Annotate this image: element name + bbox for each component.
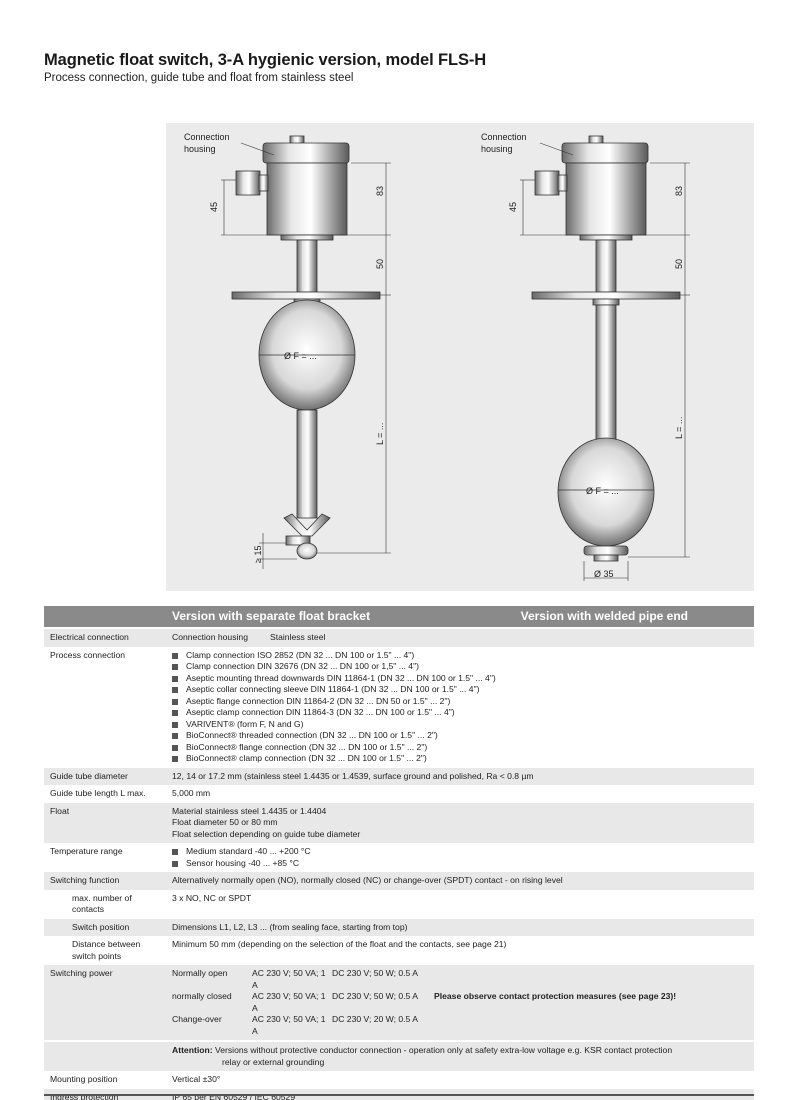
- list-item: BioConnect® flange connection (DN 32 ... DN 100 or 1.5" ... 2"): [172, 742, 748, 754]
- row-label: Float: [44, 803, 166, 844]
- row-label: Electrical connection: [44, 628, 166, 647]
- spec-table-header: [44, 606, 754, 628]
- row-mounting: [44, 1071, 754, 1089]
- left-housing-label-2: housing: [184, 144, 216, 154]
- bottom-rule: [44, 1094, 754, 1096]
- list-item: Aseptic mounting thread downwards DIN 11864-1 (DN 32 ... DN 100 or 1.5" ... 4"): [172, 673, 748, 685]
- power-dc: DC 230 V; 50 W; 0.5 A: [332, 991, 418, 1001]
- row-process: [44, 647, 754, 768]
- right-dim-F: Ø F = ...: [586, 486, 619, 496]
- right-dim-45: 45: [508, 201, 518, 212]
- attention-prefix: Attention:: [172, 1045, 213, 1055]
- row-float: [44, 803, 754, 844]
- row-switching-power: [44, 965, 754, 1041]
- list-item: BioConnect® clamp connection (DN 32 ... DN 100 or 1.5" ... 2"): [172, 753, 748, 765]
- power-ac: AC 230 V; 50 VA; 1 A: [252, 968, 326, 990]
- row-value: 12, 14 or 17.2 mm (stainless steel 1.4435 or 1.4539, surface ground and polished, Ra < 0.8 µm: [166, 768, 754, 786]
- row-value: 3 x NO, NC or SPDT: [166, 890, 754, 919]
- row-guide-length: [44, 785, 754, 803]
- technical-drawing: [166, 123, 754, 591]
- row-label: Switching power: [44, 965, 166, 1041]
- list-item: Aseptic clamp connection DIN 11864-3 (DN 32 ... DN 100 or 1.5" ... 4"): [172, 707, 748, 719]
- list-item: BioConnect® threaded connection (DN 32 ... DN 100 or 1.5" ... 2"): [172, 730, 748, 742]
- row-attention: [44, 1041, 754, 1071]
- row-temperature: [44, 843, 754, 872]
- row-value: 5,000 mm: [166, 785, 754, 803]
- list-item: Medium standard -40 ... +200 °C: [172, 846, 748, 858]
- page-subtitle: Process connection, guide tube and float from stainless steel: [44, 72, 354, 84]
- list-item: Clamp connection DIN 32676 (DN 32 ... DN 100 or 1,5" ... 4"): [172, 661, 748, 673]
- row-label: max. number of: [72, 892, 132, 903]
- attention-text: Versions without protective conductor connection - operation only at safety extra-low voltage e.g. KSR contact protection: [214, 1045, 673, 1055]
- right-housing-label-1: Connection: [481, 132, 527, 142]
- left-version-drawing: [184, 132, 391, 569]
- row-label: Distance between: [72, 939, 141, 949]
- list-item: VARIVENT® (form F, N and G): [172, 719, 748, 731]
- left-dim-L: L = ...: [375, 422, 385, 445]
- row-switching-function: [44, 872, 754, 890]
- list-item: Sensor housing -40 ... +85 °C: [172, 858, 748, 870]
- left-dim-15: ≥ 15: [253, 545, 263, 563]
- row-distance: [44, 936, 754, 965]
- row-value: Vertical ±30°: [166, 1071, 754, 1089]
- left-dim-F: Ø F = ...: [284, 351, 317, 361]
- list-item: Clamp connection ISO 2852 (DN 32 ... DN 100 or 1.5" ... 4"): [172, 650, 748, 662]
- row-value: Minimum 50 mm (depending on the selection of the float and the contacts, see page 21): [166, 936, 754, 965]
- power-note: Please observe contact protection measures (see page 23)!: [434, 991, 677, 1001]
- power-ac: AC 230 V; 50 VA; 1 A: [252, 991, 326, 1013]
- row-label: Process connection: [44, 647, 166, 768]
- process-list: [172, 650, 748, 765]
- power-dc: DC 230 V; 20 W; 0.5 A: [332, 1014, 418, 1024]
- spec-table: [44, 606, 754, 1100]
- temperature-list: [172, 846, 748, 869]
- right-dim-83: 83: [674, 185, 684, 196]
- left-dim-50: 50: [375, 258, 385, 269]
- page-title: Magnetic float switch, 3-A hygienic version, model FLS-H: [44, 51, 487, 69]
- float-line: Float diameter 50 or 80 mm: [172, 817, 278, 827]
- header-separate-float: Version with separate float bracket: [172, 608, 371, 623]
- left-housing-label-1: Connection: [184, 132, 230, 142]
- right-dim-50: 50: [674, 258, 684, 269]
- power-type: Normally open: [172, 968, 228, 978]
- attention-text-2: relay or external grounding: [222, 1056, 325, 1067]
- row-label: Guide tube diameter: [44, 768, 166, 786]
- left-dim-83: 83: [375, 185, 385, 196]
- row-value-2: Stainless steel: [269, 632, 326, 642]
- right-dim-L: L = ...: [674, 416, 684, 439]
- row-label: Temperature range: [44, 843, 166, 872]
- right-version-drawing: [481, 132, 690, 581]
- float-line: Material stainless steel 1.4435 or 1.4404: [172, 805, 327, 816]
- row-label: Switching function: [44, 872, 166, 890]
- row-value: Dimensions L1, L2, L3 ... (from sealing face, starting from top): [166, 919, 754, 937]
- right-dim-35: Ø 35: [594, 569, 614, 579]
- power-type: Change-over: [172, 1014, 222, 1024]
- row-label: Mounting position: [44, 1071, 166, 1089]
- row-electrical: [44, 628, 754, 647]
- row-value: Alternatively normally open (NO), normally closed (NC) or change-over (SPDT) contact - on rising level: [166, 872, 754, 890]
- power-type: normally closed: [172, 991, 232, 1001]
- row-value: Connection housing: [172, 632, 248, 642]
- row-max-contacts: [44, 890, 754, 919]
- power-dc: DC 230 V; 50 W; 0.5 A: [332, 968, 418, 978]
- row-switch-position: [44, 919, 754, 937]
- technical-drawing-svg: [166, 123, 754, 591]
- power-ac: AC 230 V; 50 VA; 1 A: [252, 1014, 326, 1036]
- header-welded-pipe: Version with welded pipe end: [520, 608, 688, 623]
- float-line: Float selection depending on guide tube diameter: [172, 828, 361, 839]
- row-guide-diameter: [44, 768, 754, 786]
- row-label-2: contacts: [72, 904, 105, 914]
- row-label: Switch position: [44, 919, 166, 937]
- row-label: Guide tube length L max.: [44, 785, 166, 803]
- list-item: Aseptic collar connecting sleeve DIN 11864-1 (DN 32 ... DN 100 or 1.5" ... 4"): [172, 684, 748, 696]
- right-housing-label-2: housing: [481, 144, 513, 154]
- row-label-2: switch points: [72, 950, 122, 961]
- left-dim-45: 45: [209, 201, 219, 212]
- power-grid: [172, 968, 748, 1037]
- list-item: Aseptic flange connection DIN 11864-2 (DN 32 ... DN 50 or 1.5" ... 2"): [172, 696, 748, 708]
